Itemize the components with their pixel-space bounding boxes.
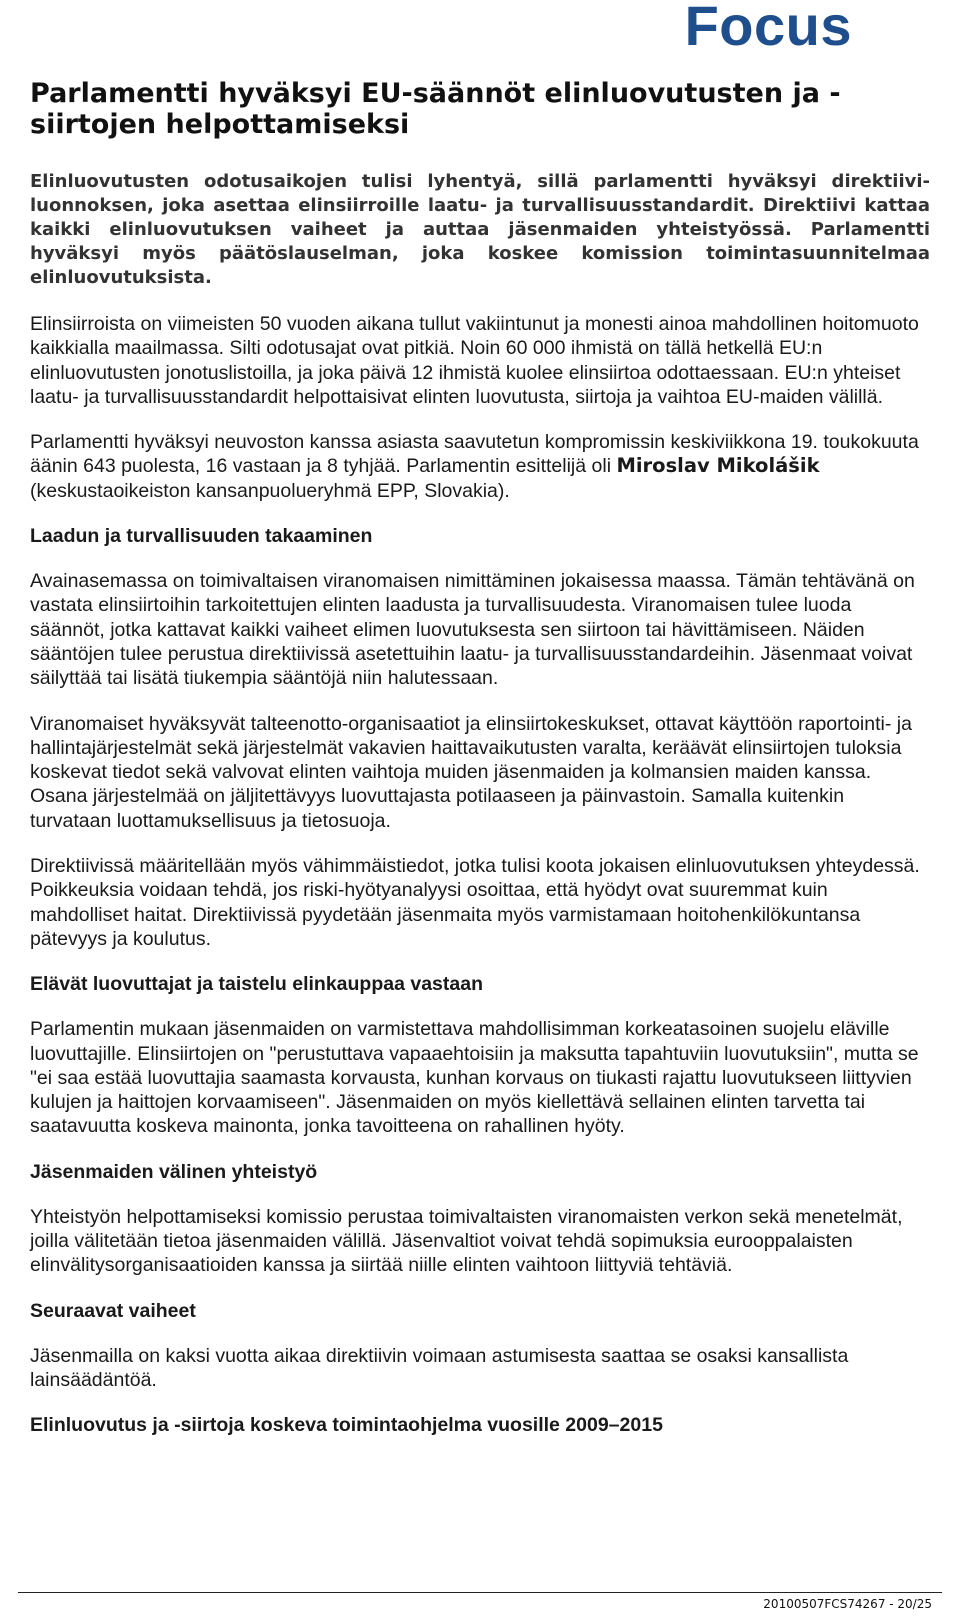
section-paragraph: Direktiivissä määritellään myös vähimmäistiedot, jotka tulisi koota jokaisen elinluovutuksen yhteydessä. Poikkeuksia voidaan tehdä, jos riski-hyötyanalyysi osoittaa, että hyödyt ovat suuremmat kuin mahdolliset haitat. Direktiivissä pyydetään jäsenmaita myös varmistamaan hoitohenkilökuntansa pätevyys ja koulutus. (30, 855, 920, 950)
section-paragraph: Yhteistyön helpottamiseksi komissio perustaa toimivaltaisten viranomaisten verkon sekä menetelmät, joilla välitetään tietoa jäsenmaiden välillä. Jäsenvaltiot voivat tehdä sopimuksia eurooppalaisten elinvälitysorganisaatioiden kanssa ja siirtää niille elinten vaihtoon liittyviä tehtäviä. (30, 1205, 903, 1277)
page-title: Parlamentti hyväksyi EU-säännöt elinluovutusten ja -siirtojen helpottamiseksi (30, 78, 841, 140)
section-paragraph: Avainasemassa on toimivaltaisen viranomaisen nimittäminen jokaisessa maassa. Tämän tehtävänä on vastata elinsiirtoihin tarkoitettujen elinten laadusta ja turvallisuudesta. Viranomaisen tulee luoda säännöt, jotka kattavat kaikki vaiheet elimen luovutuksesta sen siirtoon tai hävittämiseen. Näiden sääntöjen tulee perustua direktiivissä asetettuihin laatu- ja turvallisuusstandardeihin. Jäsenmaat voivat säilyttää tai lisätä tiukempia sääntöjä niin halutessaan. (30, 570, 915, 690)
article-body (30, 170, 930, 1458)
intro-paragraph-2 (30, 430, 930, 503)
section-label-focus: Focus (684, 0, 852, 57)
footer-doc-reference: 20100507FCS74267 - 20/25 (763, 1597, 932, 1611)
final-heading: Elinluovutus ja -siirtoja koskeva toimintaohjelma vuosille 2009–2015 (30, 1414, 663, 1437)
intro-paragraph-1: Elinsiirroista on viimeisten 50 vuoden aikana tullut vakiintunut ja monesti ainoa mahdollinen hoitomuoto kaikkialla maailmassa. Silti odotusajat ovat pitkiä. Noin 60 000 ihmistä on tällä hetkellä EU:n elinluovutusten jonotuslistoilla, ja joka päivä 12 ihmistä kuolee elinsiirtoa odottaessaan. EU:n yhteiset laatu- ja turvallisuusstandardit helpottaisivat elinten luovutusta, siirtoja ja vaihtoa EU-maiden välillä. (30, 313, 919, 408)
section-heading: Elävät luovuttajat ja taistelu elinkauppaa vastaan (30, 973, 483, 996)
rapporteur-name: Miroslav Mikolášik (616, 454, 820, 478)
section-heading: Laadun ja turvallisuuden takaaminen (30, 525, 373, 548)
intro-text-after: (keskustaoikeiston kansanpuolueryhmä EPP, Slovakia). (30, 479, 510, 502)
section-heading: Seuraavat vaiheet (30, 1299, 196, 1322)
lead-paragraph: Elinluovutusten odotusaikojen tulisi lyhentyä, sillä parlamentti hyväksyi direktiivi-luonnoksen, joka asettaa elinsiirroille laatu- ja turvallisuusstandardit. Direktiivi kattaa kaikki elinluovutuksen vaiheet ja auttaa jäsenmaiden yhteistyössä. Parlamentti hyväksyi myös päätöslauselman, joka koskee komission toimintasuunnitelmaa elinluovutuksista. (30, 171, 930, 288)
intro-text-before: Parlamentti hyväksyi neuvoston kanssa asiasta saavutetun kompromissin keskiviikkona 19. toukokuuta äänin 643 puolesta, 16 vastaan ja 8 tyhjää. Parlamentin esittelijä oli (30, 431, 919, 478)
footer-divider (18, 1592, 942, 1593)
section-paragraph: Parlamentin mukaan jäsenmaiden on varmistettava mahdollisimman korkeatasoinen suojelu eläville luovuttajille. Elinsiirtojen on "perustuttava vapaaehtoisiin ja maksutta tapahtuviin luovutuksiin", mutta se "ei saa estää luovuttajia saamasta korvausta, kunhan korvaus on tiukasti rajattu luovutukseen liittyvien kulujen ja haittojen korvaamiseen". Jäsenmaiden on myös kiellettävä sellainen elinten tarvetta tai saatavuutta koskeva mainonta, jonka tavoitteena on rahallinen hyöty. (30, 1018, 919, 1138)
section-paragraph: Jäsenmailla on kaksi vuotta aikaa direktiivin voimaan astumisesta saattaa se osaksi kansallista lainsäädäntöä. (30, 1344, 849, 1391)
section-heading: Jäsenmaiden välinen yhteistyö (30, 1160, 318, 1183)
section-paragraph: Viranomaiset hyväksyvät talteenotto-organisaatiot ja elinsiirtokeskukset, ottavat käyttöön raportointi- ja hallintajärjestelmät sekä järjestelmät vakavien haittavaikutusten varalta, keräävät elinsiirtojen tuloksia koskevat tiedot sekä valvovat elinten vaihtoja muiden jäsenmaiden ja kolmansien maiden kanssa. Osana järjestelmää on jäljitettävyys luovuttajasta potilaaseen ja päinvastoin. Samalla kuitenkin turvataan luottamuksellisuus ja tietosuoja. (30, 712, 912, 832)
